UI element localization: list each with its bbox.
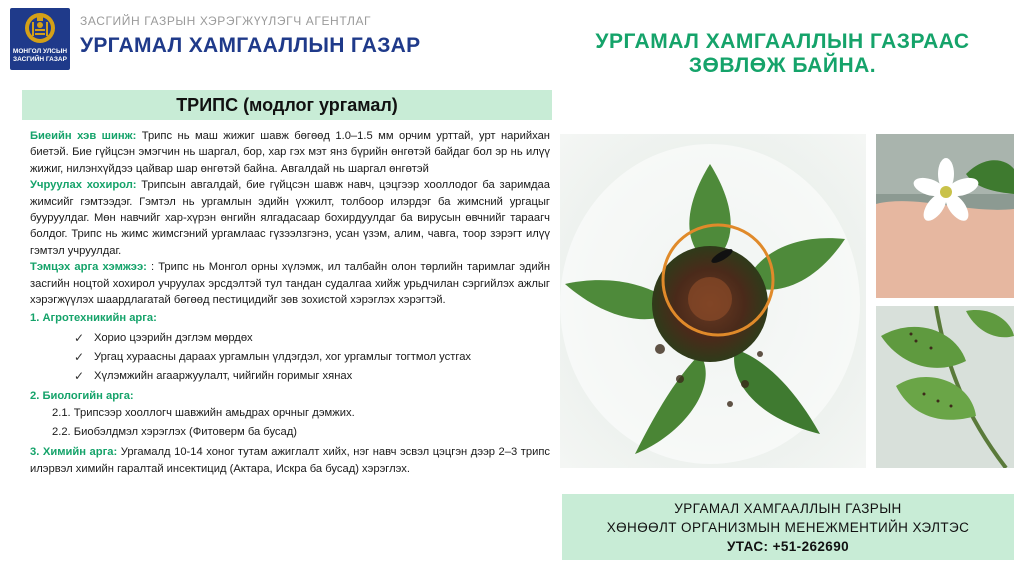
page-title: ТРИПС (модлог ургамал) bbox=[22, 90, 552, 120]
text-control: : Трипс нь Монгол орны хүлэмж, ил талбайн олон төрлийн таримлаг эдийн засгийн ноцтой хохирол учруулах эрсдэлтэй тул тандан судалгаа хийж урьдчилан сэргийлэх ажлыг хэрэгжүүлэх шаардлагатай бөгөөд пестицидийг зөв зохистой хэрэглэх хэрэгтэй. bbox=[30, 261, 550, 307]
paragraph-control bbox=[30, 259, 550, 308]
contact-line1: УРГАМАЛ ХАМГААЛЛЫН ГАЗРЫН bbox=[674, 501, 902, 516]
paragraph-appearance bbox=[30, 128, 550, 177]
contact-line2: ХӨНӨӨЛТ ОРГАНИЗМЫН МЕНЕЖМЕНТИЙН ХЭЛТЭС bbox=[606, 520, 970, 535]
agrotechnical-list bbox=[30, 329, 550, 386]
checkmark-icon: ✓ bbox=[74, 330, 85, 345]
paragraph-chemical bbox=[30, 444, 550, 477]
section-agrotechnical-title: 1. Агротехникийн арга: bbox=[30, 312, 157, 325]
text-damage: Трипсын авгалдай, бие гүйцсэн шавж навч, цэцгээр хооллодог ба заримдаа жимсийг гэмтээдэг. Гэмтэл нь ургамлын эдийн үхжилт, толбоор илэрдэг ба жимсний ургацыг бууруулдаг. Мөн навчийг хар-хүрэн өнгийн ялгадасаар бохирдуулдаг ба вирусын өвчнийг тараагч болдог. Трипс нь жимс жимсгэний ургамлаас гүзээлзгэнэ, усан үзэм, алим, чавга, тоор зэрэгт илүү гэмтэл учруулдаг. bbox=[30, 179, 550, 257]
advice-heading bbox=[560, 30, 1005, 78]
text-appearance: Трипс нь маш жижиг шавж бөгөөд 1.0–1.5 мм орчим урттай, урт нарийхан биетэй. Бие гүйцсэн эмэгчин нь шаргал, бор, хар гэх мэт янз бүрийн өнгөтэй байдаг бол эр нь илүү жижиг, нилэнхүйдээ цайвар шар өнгөтэй байна. Авгалдай нь шаргал өнгөтэй bbox=[30, 130, 550, 175]
checkmark-icon: ✓ bbox=[74, 349, 85, 364]
paragraph-damage bbox=[30, 177, 550, 259]
article-body bbox=[30, 128, 550, 477]
biological-list bbox=[30, 404, 550, 442]
contact-phone: УТАС: +51-262690 bbox=[726, 539, 850, 554]
label-chemical: 3. Химийн арга: bbox=[30, 446, 118, 459]
government-logo bbox=[10, 8, 70, 70]
white-flower-in-hand-photo bbox=[876, 134, 1014, 298]
label-damage: Учруулах хохирол: bbox=[30, 179, 137, 192]
list-item: 2.2. Биобэлдмэл хэрэглэх (Фитоверм ба бусад) bbox=[52, 426, 297, 439]
logo-caption bbox=[10, 48, 70, 64]
label-appearance: Биеийн хэв шинж: bbox=[30, 130, 137, 142]
damaged-leaves-photo bbox=[876, 306, 1014, 468]
soyombo-emblem-icon bbox=[10, 8, 70, 48]
section-biological-title: 2. Биологийн арга: bbox=[30, 389, 134, 402]
thrips-on-flower-photo bbox=[560, 134, 866, 468]
list-item: 2.1. Трипсээр хооллогч шавжийн амьдрах орчныг дэмжих. bbox=[52, 407, 355, 420]
logo-caption-line2: ЗАСГИЙН ГАЗАР bbox=[13, 56, 67, 63]
checkmark-icon: ✓ bbox=[74, 368, 85, 383]
agency-subtitle: ЗАСГИЙН ГАЗРЫН ХЭРЭГЖҮҮЛЭГЧ АГЕНТЛАГ bbox=[80, 14, 372, 28]
logo-caption-line1: МОНГОЛ УЛСЫН bbox=[12, 48, 68, 55]
list-item: ✓ Хорио цээрийн дэглэм мөрдөх bbox=[74, 329, 550, 348]
agency-title: УРГАМАЛ ХАМГААЛЛЫН ГАЗАР bbox=[80, 34, 421, 57]
label-control: Тэмцэх арга хэмжээ: bbox=[30, 261, 147, 274]
advice-line2: ЗӨВЛӨЖ БАЙНА. bbox=[688, 54, 877, 77]
list-item: ✓ Хүлэмжийн агааржуулалт, чийгийн горимыг хянах bbox=[74, 367, 550, 386]
advice-line1: УРГАМАЛ ХАМГААЛЛЫН ГАЗРААС bbox=[595, 30, 970, 53]
list-item: ✓ Ургац хураасны дараах ургамлын үлдэгдэл, хог ургамлыг тогтмол устгах bbox=[74, 348, 550, 367]
text-chemical: Ургамалд 10-14 хоног тутам ажиглалт хийх, нэг навч эсвэл цэцгэн дээр 2–3 трипс илэрвэл химийн гаралтай инсектицид (Актара, Искра ба бусад) хэрэглэх. bbox=[30, 446, 550, 475]
contact-box bbox=[562, 494, 1014, 560]
